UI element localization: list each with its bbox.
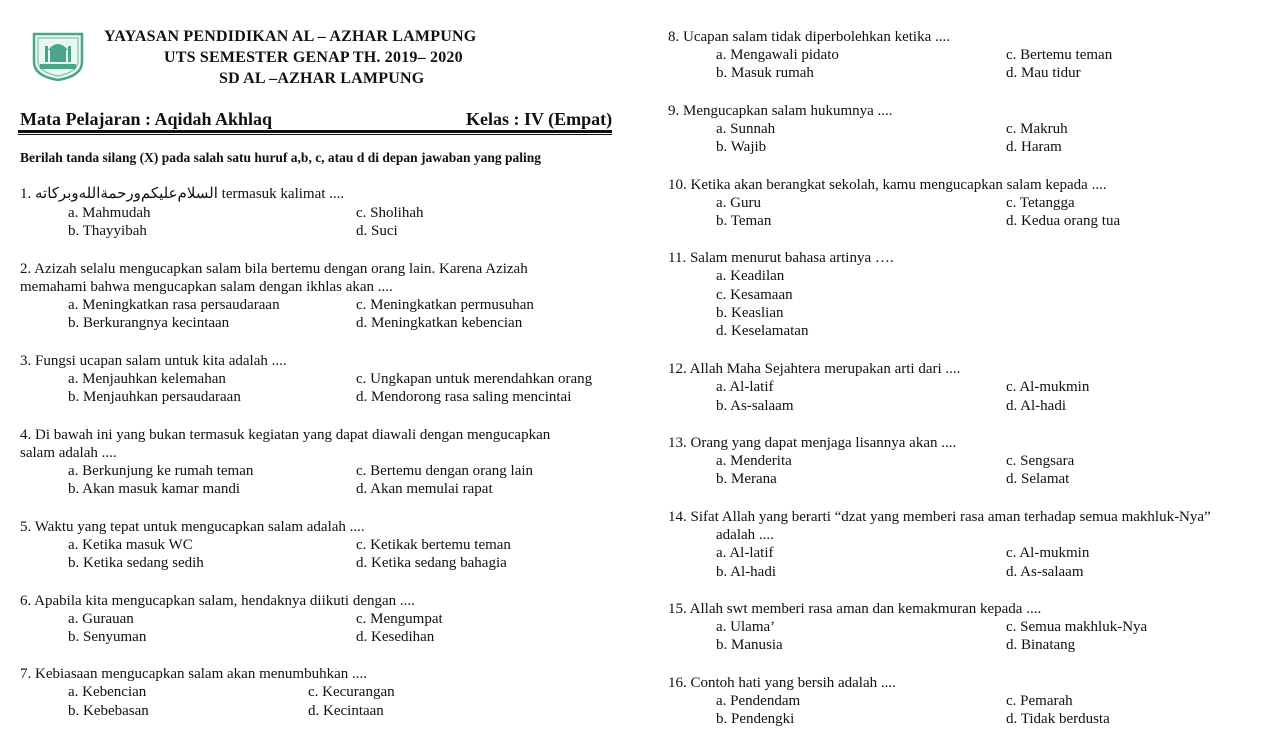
question-5-option-d[interactable]: d. Ketika sedang bahagia — [356, 555, 507, 571]
class-label: Kelas : IV (Empat) — [466, 109, 613, 129]
question-5-option-b[interactable]: b. Ketika sedang sedih — [68, 555, 204, 571]
question-2-option-b[interactable]: b. Berkurangnya kecintaan — [68, 315, 230, 331]
question-2-option-a[interactable]: a. Meningkatkan rasa persaudaraan — [68, 297, 280, 313]
question-7-stem: 7. Kebiasaan mengucapkan salam akan menumbuhkan .... — [20, 666, 367, 682]
question-6-stem: 6. Apabila kita mengucapkan salam, hendaknya diikuti dengan .... — [20, 593, 415, 609]
question-11-option-c[interactable]: c. Kesamaan — [716, 287, 793, 303]
question-6-option-d[interactable]: d. Kesedihan — [356, 629, 435, 645]
question-13-option-c[interactable]: c. Sengsara — [1006, 453, 1075, 469]
question-11-option-d[interactable]: d. Keselamatan — [716, 323, 809, 339]
question-7-option-a[interactable]: a. Kebencian — [68, 684, 147, 700]
question-12-option-b[interactable]: b. As-salaam — [716, 398, 794, 414]
question-10-option-b[interactable]: b. Teman — [716, 213, 772, 229]
question-8-option-b[interactable]: b. Masuk rumah — [716, 65, 814, 81]
question-9-stem: 9. Mengucapkan salam hukumnya .... — [668, 103, 893, 119]
school-logo-icon — [28, 28, 88, 82]
question-16-option-b[interactable]: b. Pendengki — [716, 711, 795, 727]
question-10-stem: 10. Ketika akan berangkat sekolah, kamu mengucapkan salam kepada .... — [668, 177, 1107, 193]
question-14-option-d[interactable]: d. As-salaam — [1006, 564, 1084, 580]
question-11-option-a[interactable]: a. Keadilan — [716, 268, 785, 284]
question-3-option-b[interactable]: b. Menjauhkan persaudaraan — [68, 389, 241, 405]
question-12-option-a[interactable]: a. Al-latif — [716, 379, 774, 395]
header-exam-title: UTS SEMESTER GENAP TH. 2019– 2020 — [164, 49, 463, 66]
header-rule-thin — [18, 134, 612, 135]
question-14-option-b[interactable]: b. Al-hadi — [716, 564, 776, 580]
question-8-option-c[interactable]: c. Bertemu teman — [1006, 47, 1113, 63]
question-16-option-d[interactable]: d. Tidak berdusta — [1006, 711, 1110, 727]
question-4-option-a[interactable]: a. Berkunjung ke rumah teman — [68, 463, 254, 479]
question-2-stem-line2: memahami bahwa mengucapkan salam dengan ikhlas akan .... — [20, 279, 393, 295]
question-15-option-d[interactable]: d. Binatang — [1006, 637, 1076, 653]
question-15-stem: 15. Allah swt memberi rasa aman dan kemakmuran kepada .... — [668, 601, 1042, 617]
question-4-option-c[interactable]: c. Bertemu dengan orang lain — [356, 463, 534, 479]
question-12-option-d[interactable]: d. Al-hadi — [1006, 398, 1066, 414]
question-1-stem: 1. السلام‌عليكم‌ورحمة‌الله‌وبركاته termasuk kalimat .... — [20, 186, 345, 202]
question-3-option-c[interactable]: c. Ungkapan untuk merendahkan orang — [356, 371, 593, 387]
question-3-option-a[interactable]: a. Menjauhkan kelemahan — [68, 371, 226, 387]
question-8-option-d[interactable]: d. Mau tidur — [1006, 65, 1081, 81]
question-1-option-c[interactable]: c. Sholihah — [356, 205, 424, 221]
question-6-option-a[interactable]: a. Gurauan — [68, 611, 134, 627]
question-5-stem: 5. Waktu yang tepat untuk mengucapkan salam adalah .... — [20, 519, 365, 535]
subject-label: Mata Pelajaran : Aqidah Akhlaq — [20, 109, 273, 129]
question-9-option-c[interactable]: c. Makruh — [1006, 121, 1068, 137]
question-7-option-b[interactable]: b. Kebebasan — [68, 703, 149, 719]
question-13-option-b[interactable]: b. Merana — [716, 471, 777, 487]
question-1-option-d[interactable]: d. Suci — [356, 223, 398, 239]
question-15-option-a[interactable]: a. Ulama’ — [716, 619, 776, 635]
question-15-option-b[interactable]: b. Manusia — [716, 637, 783, 653]
question-4-stem-line2: salam adalah .... — [20, 445, 117, 461]
question-11-option-b[interactable]: b. Keaslian — [716, 305, 784, 321]
question-10-option-d[interactable]: d. Kedua orang tua — [1006, 213, 1121, 229]
header-school: SD AL –AZHAR LAMPUNG — [219, 70, 425, 87]
question-10-option-a[interactable]: a. Guru — [716, 195, 761, 211]
question-13-option-d[interactable]: d. Selamat — [1006, 471, 1070, 487]
question-14-option-c[interactable]: c. Al-mukmin — [1006, 545, 1090, 561]
question-9-option-b[interactable]: b. Wajib — [716, 139, 767, 155]
instruction-text: Berilah tanda silang (X) pada salah satu huruf a,b, c, atau d di depan jawaban yang paling — [20, 150, 542, 165]
question-5-option-a[interactable]: a. Ketika masuk WC — [68, 537, 193, 553]
question-4-option-b[interactable]: b. Akan masuk kamar mandi — [68, 481, 241, 497]
question-12-stem: 12. Allah Maha Sejahtera merupakan arti dari .... — [668, 361, 961, 377]
question-2-stem-line1: 2. Azizah selalu mengucapkan salam bila bertemu dengan orang lain. Karena Azizah — [20, 261, 528, 277]
question-16-stem: 16. Contoh hati yang bersih adalah .... — [668, 675, 896, 691]
question-9-option-d[interactable]: d. Haram — [1006, 139, 1062, 155]
question-14-stem-line1: 14. Sifat Allah yang berarti “dzat yang memberi rasa aman terhadap semua makhluk-Nya” — [668, 509, 1211, 525]
question-3-option-d[interactable]: d. Mendorong rasa saling mencintai — [356, 389, 572, 405]
question-4-stem-line1: 4. Di bawah ini yang bukan termasuk kegiatan yang dapat diawali dengan mengucapkan — [20, 427, 551, 443]
question-2-option-d[interactable]: d. Meningkatkan kebencian — [356, 315, 523, 331]
question-16-option-c[interactable]: c. Pemarah — [1006, 693, 1073, 709]
question-13-option-a[interactable]: a. Menderita — [716, 453, 792, 469]
question-2-option-c[interactable]: c. Meningkatkan permusuhan — [356, 297, 534, 313]
question-7-option-d[interactable]: d. Kecintaan — [308, 703, 384, 719]
question-1-option-a[interactable]: a. Mahmudah — [68, 205, 151, 221]
question-13-stem: 13. Orang yang dapat menjaga lisannya akan .... — [668, 435, 957, 451]
header-foundation: YAYASAN PENDIDIKAN AL – AZHAR LAMPUNG — [104, 28, 477, 45]
question-8-stem: 8. Ucapan salam tidak diperbolehkan ketika .... — [668, 29, 950, 45]
question-5-option-c[interactable]: c. Ketikak bertemu teman — [356, 537, 511, 553]
question-11-stem: 11. Salam menurut bahasa artinya …. — [668, 250, 894, 266]
question-6-option-c[interactable]: c. Mengumpat — [356, 611, 443, 627]
question-1-option-b[interactable]: b. Thayyibah — [68, 223, 147, 239]
question-6-option-b[interactable]: b. Senyuman — [68, 629, 147, 645]
question-14-option-a[interactable]: a. Al-latif — [716, 545, 774, 561]
header-rule-thick — [18, 130, 612, 133]
question-15-option-c[interactable]: c. Semua makhluk-Nya — [1006, 619, 1148, 635]
question-8-option-a[interactable]: a. Mengawali pidato — [716, 47, 839, 63]
question-9-option-a[interactable]: a. Sunnah — [716, 121, 776, 137]
question-16-option-a[interactable]: a. Pendendam — [716, 693, 801, 709]
question-7-option-c[interactable]: c. Kecurangan — [308, 684, 395, 700]
question-3-stem: 3. Fungsi ucapan salam untuk kita adalah .... — [20, 353, 287, 369]
question-10-option-c[interactable]: c. Tetangga — [1006, 195, 1075, 211]
question-12-option-c[interactable]: c. Al-mukmin — [1006, 379, 1090, 395]
question-4-option-d[interactable]: d. Akan memulai rapat — [356, 481, 493, 497]
question-14-stem-line2: adalah .... — [716, 527, 774, 543]
